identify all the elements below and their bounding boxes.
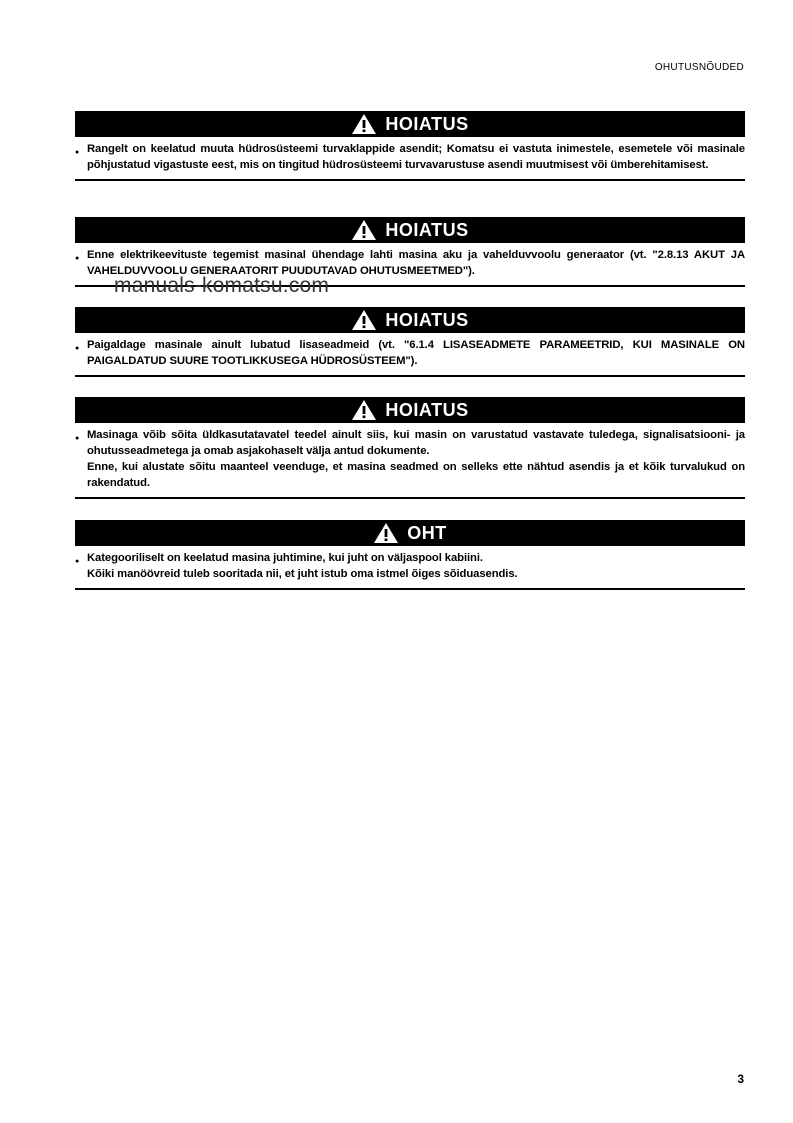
- notice-text: Enne elektrikeevituste tegemist masinal ühendage lahti masina aku ja vahelduvvoolu generaator (vt. "2.8.13 AKUT JA VAHELDUVVOOLU GENERAATORIT PUUDUTAVAD OHUTUSMEETMED").: [87, 249, 745, 277]
- watermark: manuals-komatsu.com: [114, 274, 330, 297]
- warning-triangle-icon: [351, 309, 377, 331]
- notice-body: [75, 546, 745, 590]
- notice-banner: [75, 111, 745, 137]
- bullet-icon: ●: [75, 435, 80, 442]
- notice-body: [75, 137, 745, 181]
- notice-title: HOIATUS: [385, 399, 469, 420]
- notice-title: HOIATUS: [385, 219, 469, 240]
- notice-banner: [75, 520, 745, 546]
- notice-text: Masinaga võib sõita üldkasutatavatel teedel ainult siis, kui masin on varustatud vastavate tuledega, signalisatsiooni- ja ohutusseadmetega ja omab asjakohaselt välja antud dokumente.: [87, 429, 745, 457]
- safety-notice-oht: [75, 520, 745, 590]
- warning-triangle-icon: [351, 399, 377, 421]
- notice-body: [75, 333, 745, 377]
- list-item: [75, 141, 745, 173]
- bullet-icon: ●: [75, 149, 80, 156]
- safety-notice-hoiatus: [75, 111, 745, 181]
- warning-triangle-icon: [351, 113, 377, 135]
- list-item: [75, 550, 745, 582]
- notice-text: Paigaldage masinale ainult lubatud lisaseadmeid (vt. "6.1.4 LISASEADMETE PARAMEETRID, KUI MASINALE ON PAIGALDATUD SUURE TOOTLIKKUSEGA HÜDROSÜSTEEM").: [87, 339, 745, 367]
- notice-banner: [75, 217, 745, 243]
- safety-notice-hoiatus: [75, 307, 745, 377]
- bullet-icon: ●: [75, 255, 80, 262]
- warning-triangle-icon: [373, 522, 399, 544]
- notice-title: HOIATUS: [385, 309, 469, 330]
- list-item: [75, 337, 745, 369]
- notice-banner: [75, 397, 745, 423]
- safety-notice-hoiatus: [75, 397, 745, 499]
- warning-triangle-icon: [351, 219, 377, 241]
- running-header: OHUTUSNÕUDED: [654, 62, 744, 73]
- notice-text: Rangelt on keelatud muuta hüdrosüsteemi turvaklappide asendit; Komatsu ei vastuta inimestele, esemetele või masinale põhjustatud vigastuste eest, mis on tingitud hüdrosüsteemi turvavarustuse asendi muutmisest või ümberehitamisest.: [87, 143, 745, 171]
- page-number: 3: [737, 1072, 744, 1086]
- notice-title: HOIATUS: [385, 113, 469, 134]
- notice-text: Enne, kui alustate sõitu maanteel veenduge, et masina seadmed on selleks ette nähtud asendis ja et kõik turvalukud on rakendatud.: [87, 461, 745, 489]
- bullet-icon: ●: [75, 558, 80, 565]
- notice-text: Kategooriliselt on keelatud masina juhtimine, kui juht on väljaspool kabiini.: [87, 552, 483, 564]
- list-item: [75, 427, 745, 491]
- notice-body: [75, 423, 745, 499]
- notice-title: OHT: [407, 522, 447, 543]
- notice-text: Kõiki manöövreid tuleb sooritada nii, et juht istub oma istmel õiges sõiduasendis.: [87, 568, 518, 580]
- notice-banner: [75, 307, 745, 333]
- bullet-icon: ●: [75, 345, 80, 352]
